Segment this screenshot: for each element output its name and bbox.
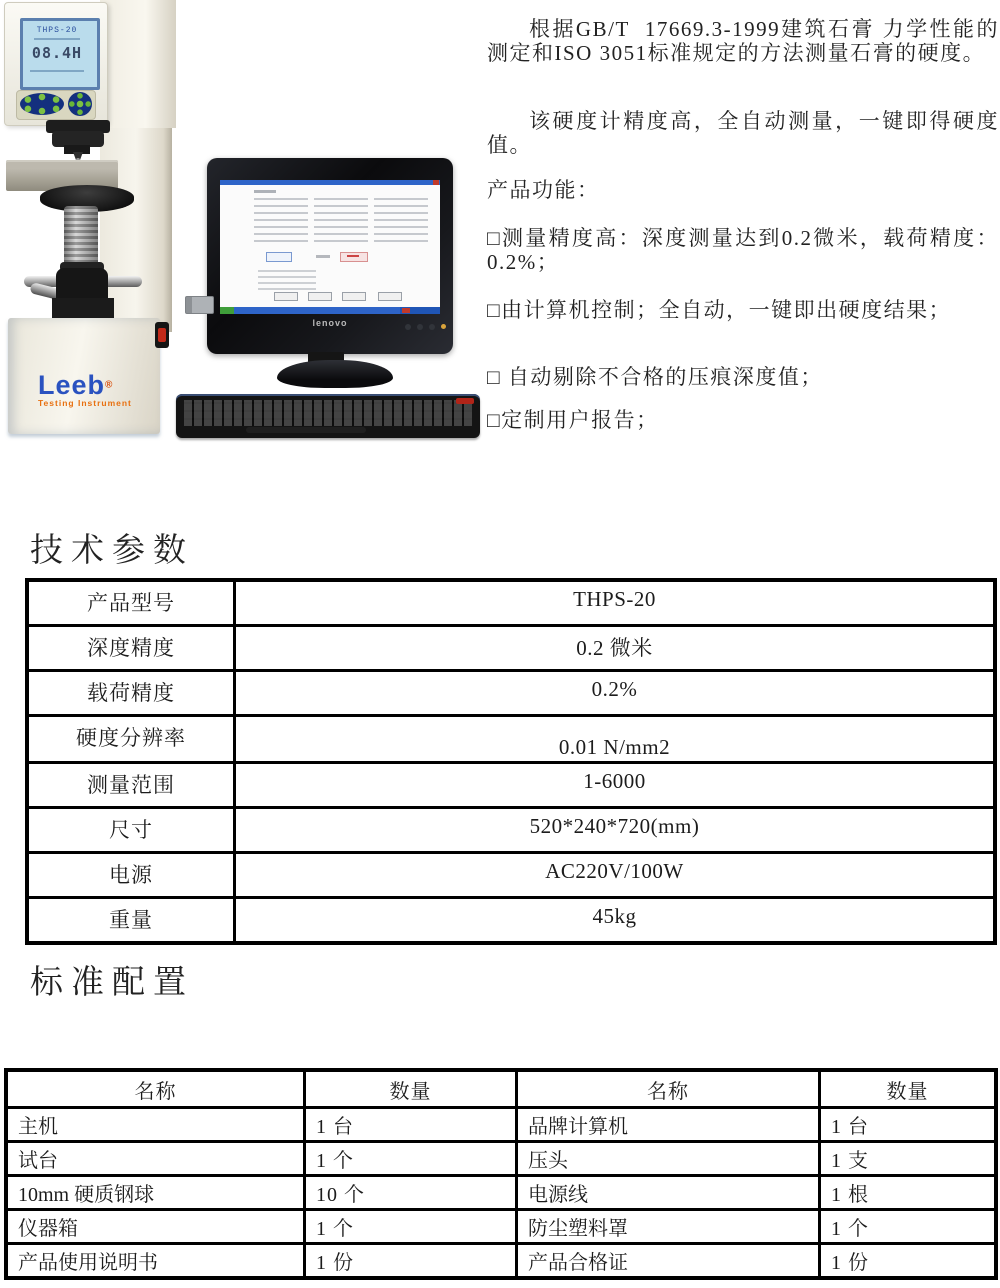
column-header: 名称: [517, 1070, 820, 1108]
app-form-column-1: [254, 198, 308, 242]
app-results-list: [258, 270, 316, 294]
keypad-arrow-buttons: [68, 92, 92, 116]
item-name: 主机: [6, 1108, 305, 1142]
column-header: 数量: [305, 1070, 517, 1108]
standard-paragraph: 根据GB/T 17669.3-1999建筑石膏 力学性能的测定和ISO 3051标准规定的方法测量石膏的硬度。: [487, 17, 999, 65]
product-photo: [0, 0, 482, 462]
item-qty: 1 份: [820, 1244, 997, 1279]
keyboard: [176, 394, 480, 438]
feature-item: □ 自动剔除不合格的压痕深度值；: [487, 365, 823, 389]
app-stop-button: [340, 252, 368, 262]
app-bottom-button-2: [308, 292, 332, 301]
item-name: 电源线: [517, 1176, 820, 1210]
param-value: 0.2 微米: [235, 626, 996, 671]
app-form-title: [254, 190, 276, 193]
power-switch-red: [158, 328, 166, 342]
monitor: [207, 158, 453, 354]
column-header: 名称: [6, 1070, 305, 1108]
param-label: 硬度分辨率: [27, 716, 235, 763]
table-row: [27, 671, 995, 716]
table-row: [6, 1244, 996, 1279]
table-row: [27, 808, 995, 853]
features-title: 产品功能：: [487, 178, 600, 202]
app-window-titlebar: [220, 180, 440, 185]
item-name: 压头: [517, 1142, 820, 1176]
lcd-hardness-reading: 08.4H: [31, 44, 83, 62]
app-bottom-button-4: [378, 292, 402, 301]
table-row: [27, 716, 995, 763]
tech-params-table: [25, 578, 997, 945]
tech-params-title: 技术参数: [30, 533, 194, 569]
item-name: 防尘塑料罩: [517, 1210, 820, 1244]
registered-mark: ®: [105, 379, 113, 391]
taskbar-app-badge: [402, 308, 410, 313]
param-value: 0.01 N/mm2: [235, 716, 996, 763]
feature-item: □定制用户报告；: [487, 408, 659, 432]
item-name: 试台: [6, 1142, 305, 1176]
keyboard-keys: [184, 400, 472, 426]
item-qty: 1 根: [820, 1176, 997, 1210]
precision-paragraph: 该硬度计精度高，全自动测量，一键即得硬度值。: [487, 109, 999, 157]
param-label: 深度精度: [27, 626, 235, 671]
start-button: [220, 307, 234, 314]
feature-item: □测量精度高：深度测量达到0.2微米，载荷精度：0.2%；: [487, 226, 999, 274]
param-label: 重量: [27, 898, 235, 944]
lcd-model-text: THPS-20: [36, 26, 78, 35]
monitor-stand-base: [277, 360, 393, 388]
param-label: 尺寸: [27, 808, 235, 853]
item-qty: 1 支: [820, 1142, 997, 1176]
app-start-button: [266, 252, 292, 262]
app-bottom-button-1: [274, 292, 298, 301]
item-name: 产品使用说明书: [6, 1244, 305, 1279]
windows-taskbar: [220, 307, 440, 314]
standard-config-title: 标准配置: [30, 965, 194, 1001]
intro-text-block: [487, 0, 999, 470]
column-header: 数量: [820, 1070, 997, 1108]
usb-connector: [185, 296, 214, 314]
lcd-subtitle-line: [34, 38, 80, 40]
param-value: 0.2%: [235, 671, 996, 716]
item-qty: 1 个: [305, 1142, 517, 1176]
item-name: 产品合格证: [517, 1244, 820, 1279]
monitor-screen: [220, 180, 440, 314]
item-name: 10mm 硬质钢球: [6, 1176, 305, 1210]
app-form-column-3: [374, 198, 428, 242]
param-value: 45kg: [235, 898, 996, 944]
item-qty: 1 个: [820, 1210, 997, 1244]
lcd-footer-line: [30, 70, 84, 72]
item-qty: 1 台: [305, 1108, 517, 1142]
param-value: 1-6000: [235, 763, 996, 808]
table-row: [6, 1176, 996, 1210]
close-icon: [433, 180, 439, 185]
monitor-button-2: [417, 324, 423, 330]
item-qty: 1 份: [305, 1244, 517, 1279]
app-status-label: [316, 255, 330, 258]
item-name: 品牌计算机: [517, 1108, 820, 1142]
keyboard-red-accent: [456, 398, 474, 404]
monitor-brand-text: lenovo: [312, 318, 348, 328]
param-label: 产品型号: [27, 580, 235, 626]
app-stop-button-label: [347, 255, 359, 257]
table-row: [6, 1142, 996, 1176]
table-row: [6, 1108, 996, 1142]
item-qty: 1 个: [305, 1210, 517, 1244]
item-name: 仪器箱: [6, 1210, 305, 1244]
standard-config-table: [4, 1068, 998, 1280]
machine-upper-housing: [100, 0, 176, 128]
leeb-logo-text: Leeb: [38, 370, 106, 400]
item-qty: 1 台: [820, 1108, 997, 1142]
table-row: [27, 626, 995, 671]
monitor-power-led: [441, 324, 446, 329]
param-label: 载荷精度: [27, 671, 235, 716]
app-bottom-button-3: [342, 292, 366, 301]
table-row: [27, 580, 995, 626]
monitor-button-1: [405, 324, 411, 330]
param-value: THPS-20: [235, 580, 996, 626]
table-header-row: [6, 1070, 996, 1108]
param-value: 520*240*720(mm): [235, 808, 996, 853]
brand-logo: [38, 370, 148, 401]
app-form-column-2: [314, 198, 368, 242]
table-row: [6, 1210, 996, 1244]
keypad-function-buttons: [20, 93, 64, 115]
param-label: 电源: [27, 853, 235, 898]
brand-subtitle: Testing Instrument: [38, 398, 132, 408]
param-value: AC220V/100W: [235, 853, 996, 898]
item-qty: 10 个: [305, 1176, 517, 1210]
feature-item: □由计算机控制；全自动，一键即出硬度结果；: [487, 298, 952, 322]
monitor-button-3: [429, 324, 435, 330]
table-row: [27, 898, 995, 944]
keyboard-spacebar: [246, 427, 366, 433]
table-row: [27, 763, 995, 808]
param-label: 测量范围: [27, 763, 235, 808]
table-row: [27, 853, 995, 898]
